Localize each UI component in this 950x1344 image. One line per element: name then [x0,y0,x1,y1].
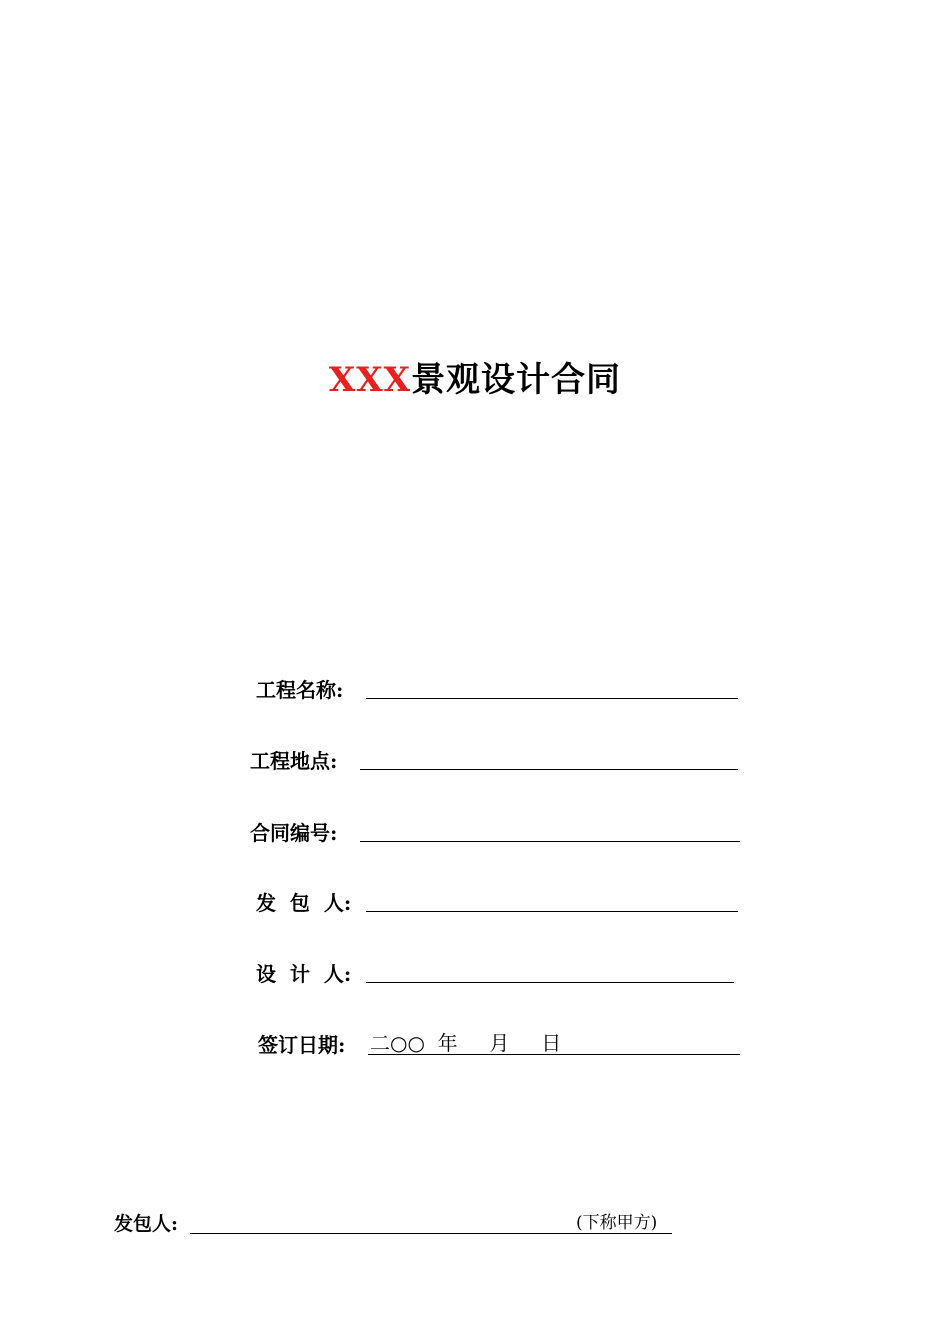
contract-title [0,352,950,401]
title-main: 景观设计合同 [411,360,622,400]
project-location-label: 工程地点: [250,749,338,773]
signing-date-label: 签订日期: [258,1033,346,1057]
contract-number-field[interactable] [360,841,740,842]
contract-number-label: 合同编号: [250,821,338,845]
employer-field[interactable] [366,911,738,912]
project-name-field[interactable] [366,698,738,699]
title-prefix: XXX [328,360,412,400]
signing-date-value: 二○○ 年 月 日 [370,1031,562,1055]
designer-label: 设 计 人: [256,962,352,986]
designer-field[interactable] [366,982,734,983]
project-location-field[interactable] [360,769,738,770]
footer-note: (下称甲方) [576,1213,658,1233]
project-name-label: 工程名称: [256,678,344,702]
footer-employer-label: 发包人: [114,1213,179,1235]
signing-date-field[interactable] [368,1054,740,1055]
employer-label: 发 包 人: [256,891,352,915]
